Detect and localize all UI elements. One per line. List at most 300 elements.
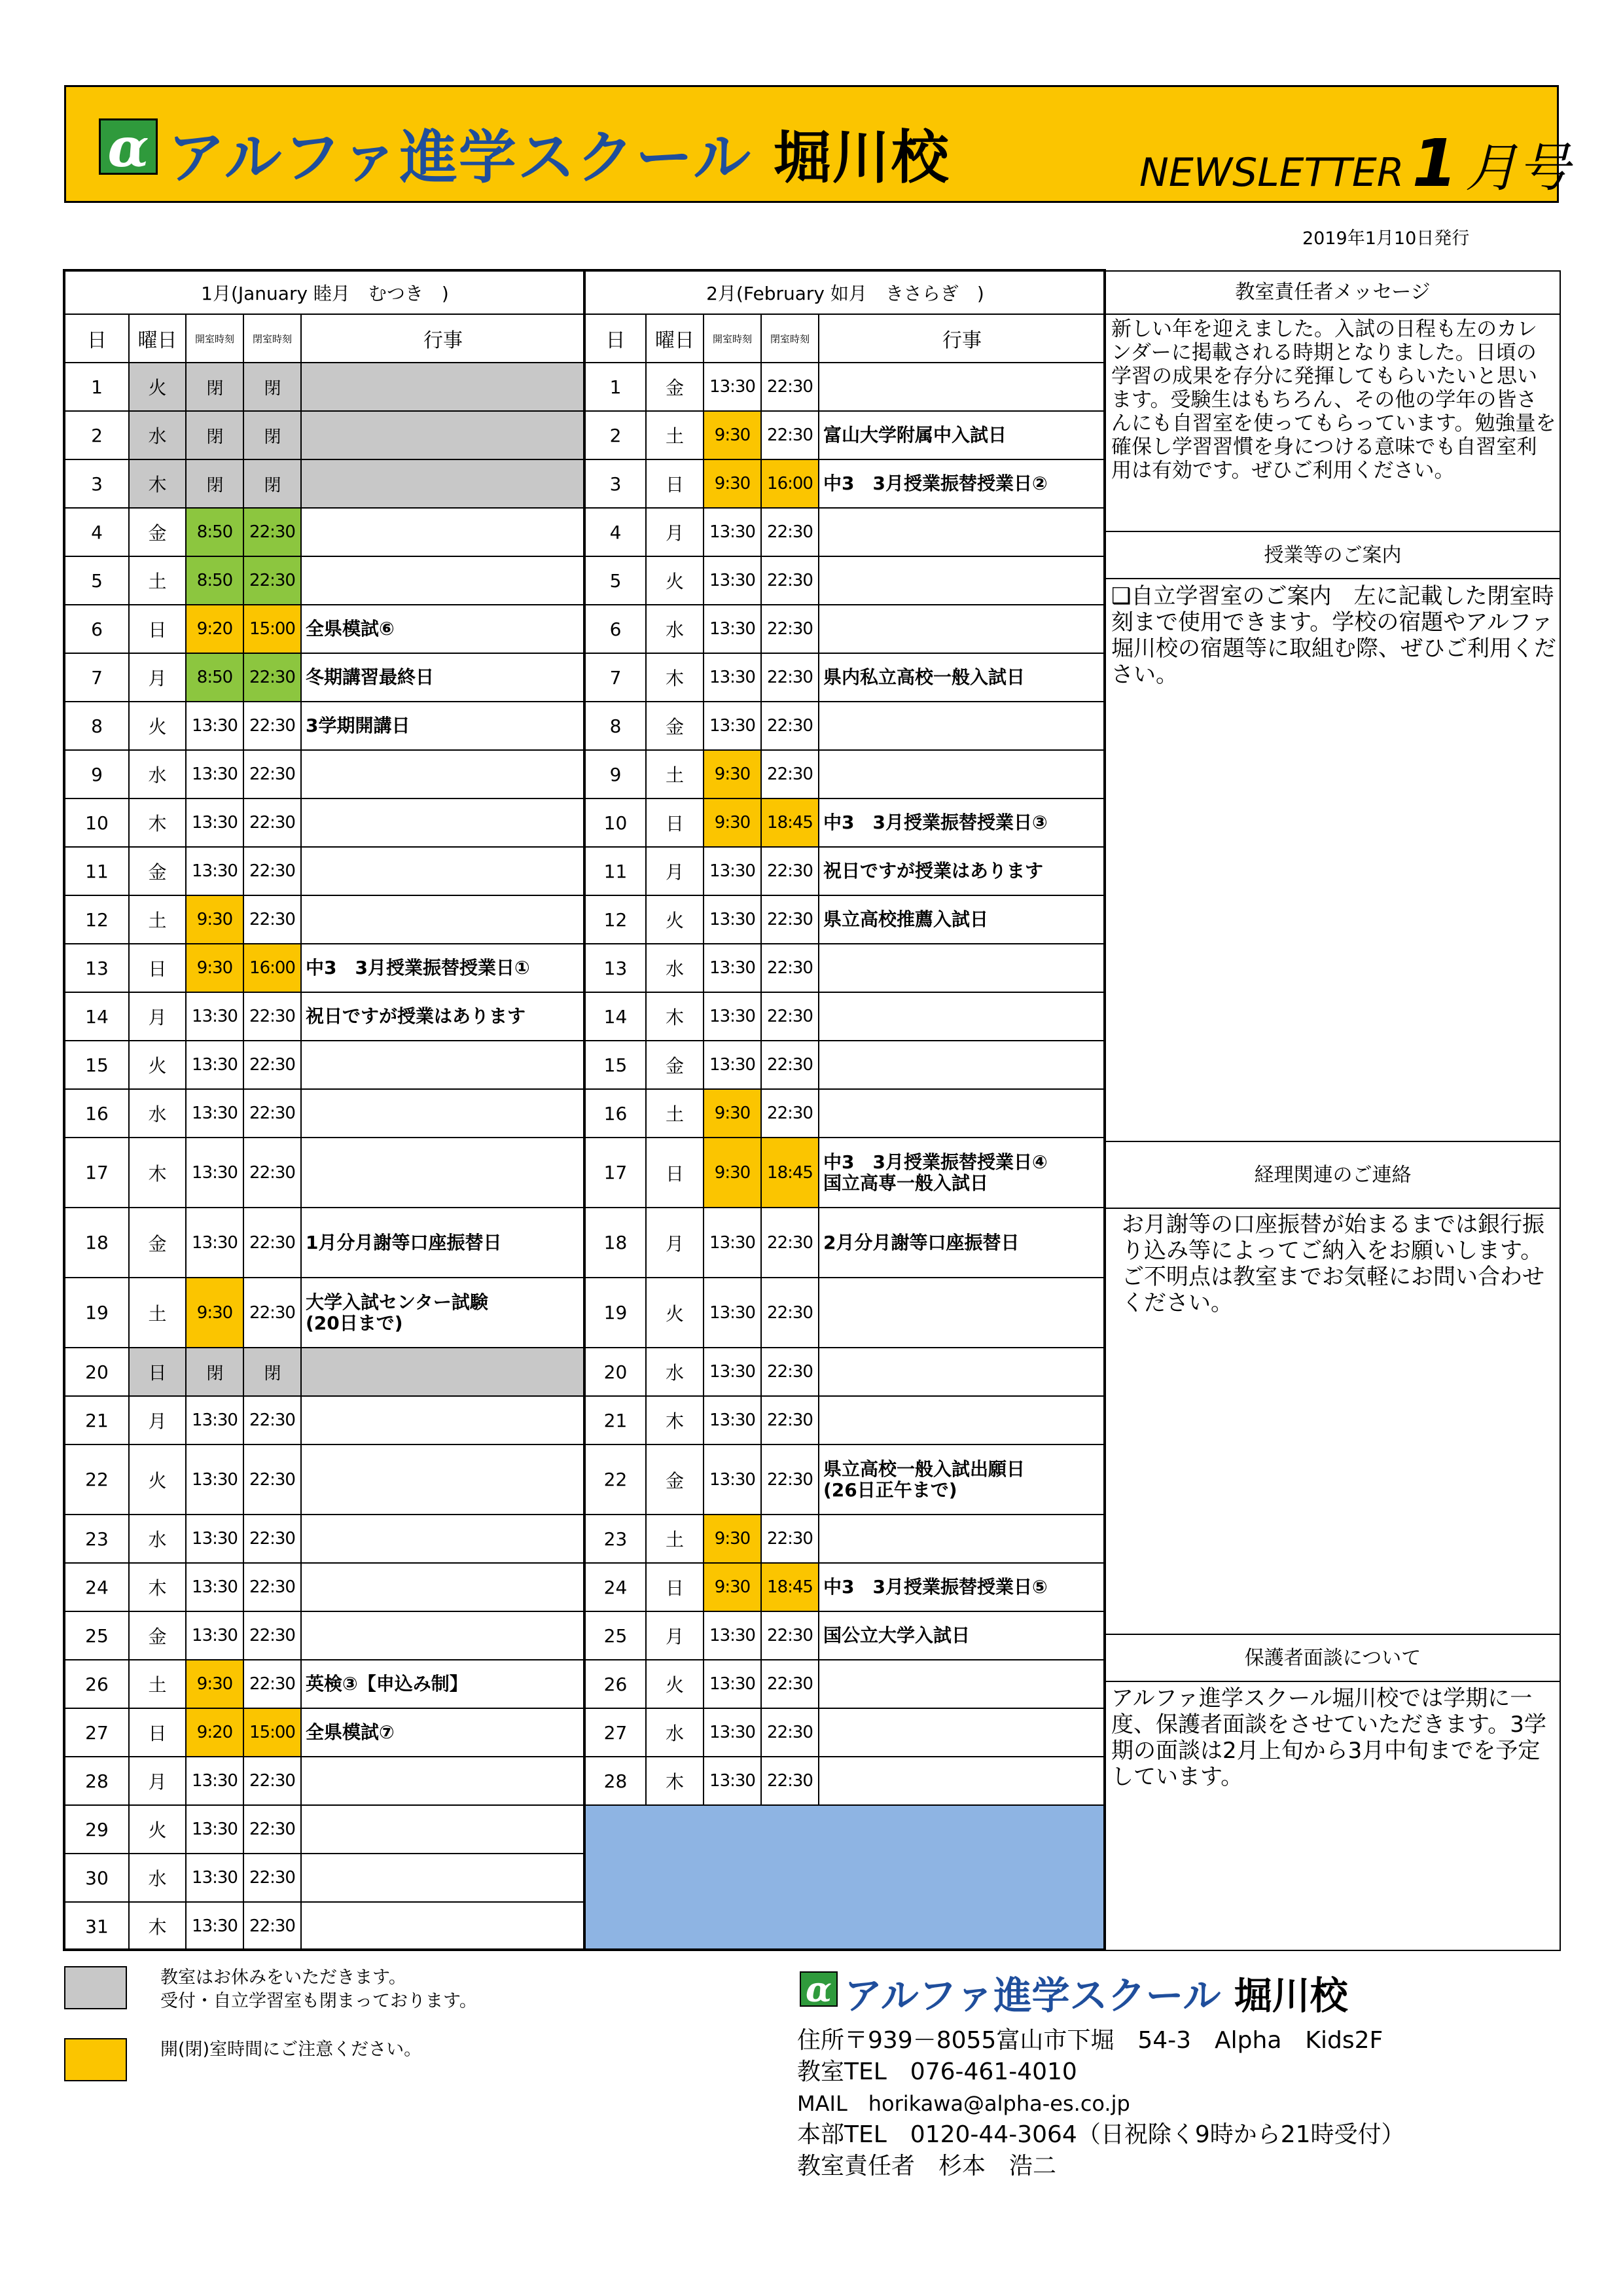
event-cell: 中3 3月授業振替授業日①	[301, 944, 585, 992]
finance-title: 経理関連のご連絡	[1106, 1141, 1560, 1209]
day-cell: 1	[585, 363, 646, 411]
table-row	[65, 895, 585, 944]
table-row	[585, 1089, 1105, 1138]
day-cell: 11	[65, 847, 129, 895]
weekday-cell: 木	[646, 1757, 704, 1805]
table-row	[585, 1611, 1105, 1660]
event-cell	[301, 556, 585, 605]
table-row	[65, 1444, 585, 1515]
weekday-cell: 日	[129, 944, 186, 992]
day-cell: 15	[585, 1041, 646, 1089]
close-time-cell: 15:00	[243, 1708, 301, 1757]
event-cell: 中3 3月授業振替授業日④ 国立高専一般入試日	[819, 1138, 1105, 1208]
open-time-cell: 9:30	[704, 1138, 761, 1208]
day-cell: 16	[65, 1089, 129, 1138]
open-time-cell: 13:30	[186, 1208, 243, 1278]
table-row	[585, 1348, 1105, 1396]
open-time-cell: 13:30	[704, 1757, 761, 1805]
weekday-cell: 水	[129, 411, 186, 459]
weekday-cell: 日	[646, 1138, 704, 1208]
day-cell: 19	[65, 1278, 129, 1348]
day-cell: 10	[65, 798, 129, 847]
close-time-cell: 22:30	[761, 363, 819, 411]
open-time-cell: 13:30	[186, 1611, 243, 1660]
table-row	[65, 1089, 585, 1138]
open-time-cell: 13:30	[704, 944, 761, 992]
unused-days-filler	[585, 1805, 1105, 1950]
footer-contact	[797, 2025, 1405, 2182]
day-cell: 6	[585, 605, 646, 653]
table-row	[65, 1278, 585, 1348]
day-cell: 23	[585, 1515, 646, 1563]
close-time-cell: 22:30	[761, 1041, 819, 1089]
day-cell: 17	[65, 1138, 129, 1208]
school-name: アルファ進学スクール 堀川校	[168, 124, 950, 191]
manager-message-title: 教室責任者メッセージ	[1106, 272, 1560, 315]
event-cell	[301, 1854, 585, 1902]
weekday-cell: 月	[646, 847, 704, 895]
day-cell: 13	[585, 944, 646, 992]
close-time-cell: 22:30	[243, 1278, 301, 1348]
table-row	[65, 1348, 585, 1396]
day-cell: 18	[585, 1208, 646, 1278]
open-time-cell: 13:30	[704, 1660, 761, 1708]
event-cell	[301, 459, 585, 508]
open-time-cell: 13:30	[704, 1611, 761, 1660]
legend-gray-swatch	[64, 1966, 127, 2009]
table-row	[585, 1138, 1105, 1208]
open-time-cell: 13:30	[704, 1396, 761, 1444]
footer-manager: 教室責任者 杉本 浩二	[797, 2153, 1057, 2179]
table-row	[65, 556, 585, 605]
close-time-cell: 22:30	[243, 1396, 301, 1444]
day-cell: 11	[585, 847, 646, 895]
day-cell: 29	[65, 1805, 129, 1854]
event-cell: 全県模試⑦	[301, 1708, 585, 1757]
open-time-cell: 13:30	[186, 1041, 243, 1089]
class-info-title: 授業等のご案内	[1106, 531, 1560, 579]
open-time-cell: 9:20	[186, 605, 243, 653]
weekday-cell: 木	[129, 1902, 186, 1950]
class-info-body: ❑自立学習室のご案内 左に記載した閉室時刻まで使用できます。学校の宿題やアルファ堀川校の宿題等に取組む際、ぜひご利用ください。	[1111, 583, 1556, 688]
event-cell: 1月分月謝等口座振替日	[301, 1208, 585, 1278]
close-time-cell: 22:30	[243, 1138, 301, 1208]
day-cell: 3	[65, 459, 129, 508]
open-time-cell: 13:30	[186, 1805, 243, 1854]
weekday-cell: 日	[646, 1563, 704, 1611]
event-cell	[301, 411, 585, 459]
table-row	[65, 411, 585, 459]
day-cell: 27	[65, 1708, 129, 1757]
open-time-cell: 9:30	[704, 1515, 761, 1563]
day-cell: 9	[585, 750, 646, 798]
close-time-cell: 22:30	[761, 944, 819, 992]
legend-orange-swatch	[64, 2038, 127, 2081]
event-cell	[301, 508, 585, 556]
open-time-cell: 13:30	[186, 1444, 243, 1515]
open-time-cell: 13:30	[186, 1854, 243, 1902]
open-time-cell: 9:30	[704, 750, 761, 798]
close-time-cell: 閉	[243, 459, 301, 508]
event-cell	[301, 1563, 585, 1611]
february-calendar	[584, 270, 1106, 1951]
day-cell: 23	[65, 1515, 129, 1563]
close-time-cell: 22:30	[761, 1515, 819, 1563]
open-time-cell: 閉	[186, 1348, 243, 1396]
table-row	[585, 1278, 1105, 1348]
close-time-cell: 閉	[243, 363, 301, 411]
event-cell	[819, 944, 1105, 992]
close-time-cell: 22:30	[761, 992, 819, 1041]
open-time-cell: 13:30	[704, 847, 761, 895]
table-row	[585, 363, 1105, 411]
close-time-cell: 16:00	[243, 944, 301, 992]
close-time-cell: 22:30	[761, 750, 819, 798]
weekday-cell: 木	[646, 1396, 704, 1444]
day-cell: 1	[65, 363, 129, 411]
table-row	[65, 992, 585, 1041]
open-time-cell: 13:30	[704, 556, 761, 605]
close-time-cell: 22:30	[243, 798, 301, 847]
open-time-cell: 13:30	[186, 1396, 243, 1444]
footer-address: 住所〒939－8055富山市下堀 54-3 Alpha Kids2F	[797, 2027, 1383, 2054]
day-cell: 12	[65, 895, 129, 944]
weekday-cell: 土	[646, 1515, 704, 1563]
event-cell	[301, 798, 585, 847]
table-row	[65, 653, 585, 702]
event-cell	[819, 508, 1105, 556]
day-cell: 20	[585, 1348, 646, 1396]
weekday-cell: 日	[129, 605, 186, 653]
parent-meeting-title: 保護者面談について	[1106, 1634, 1560, 1682]
january-weekday-header: 曜日	[129, 314, 186, 363]
february-day-header: 日	[585, 314, 646, 363]
day-cell: 2	[65, 411, 129, 459]
open-time-cell: 13:30	[186, 992, 243, 1041]
open-time-cell: 13:30	[186, 798, 243, 847]
day-cell: 3	[585, 459, 646, 508]
weekday-cell: 木	[129, 459, 186, 508]
footer-mail[interactable]: MAIL horikawa@alpha-es.co.jp	[797, 2091, 1130, 2116]
weekday-cell: 月	[129, 1396, 186, 1444]
event-cell	[301, 895, 585, 944]
table-row	[65, 1208, 585, 1278]
open-time-cell: 9:20	[186, 1708, 243, 1757]
day-cell: 27	[585, 1708, 646, 1757]
weekday-cell: 水	[646, 1708, 704, 1757]
weekday-cell: 火	[129, 1805, 186, 1854]
weekday-cell: 水	[646, 944, 704, 992]
open-time-cell: 13:30	[186, 1563, 243, 1611]
close-time-cell: 22:30	[243, 1444, 301, 1515]
weekday-cell: 月	[646, 508, 704, 556]
weekday-cell: 土	[646, 750, 704, 798]
event-cell: 2月分月謝等口座振替日	[819, 1208, 1105, 1278]
event-cell	[301, 1089, 585, 1138]
weekday-cell: 水	[129, 1854, 186, 1902]
event-cell	[301, 1444, 585, 1515]
close-time-cell: 18:45	[761, 1138, 819, 1208]
table-row	[585, 847, 1105, 895]
day-cell: 25	[65, 1611, 129, 1660]
event-cell: 大学入試センター試験 (20日まで)	[301, 1278, 585, 1348]
close-time-cell: 22:30	[761, 1660, 819, 1708]
close-time-cell: 22:30	[243, 1805, 301, 1854]
close-time-cell: 22:30	[761, 605, 819, 653]
table-row	[585, 556, 1105, 605]
close-time-cell: 22:30	[243, 556, 301, 605]
table-row	[65, 1854, 585, 1902]
close-time-cell: 22:30	[761, 1396, 819, 1444]
footer-hq-tel: 本部TEL 0120-44-3064（日祝除く9時から21時受付）	[797, 2121, 1405, 2148]
january-open-time-header: 開室時刻	[186, 314, 243, 363]
weekday-cell: 金	[129, 1611, 186, 1660]
open-time-cell: 9:30	[186, 944, 243, 992]
event-cell	[819, 605, 1105, 653]
event-cell: 中3 3月授業振替授業日③	[819, 798, 1105, 847]
day-cell: 22	[65, 1444, 129, 1515]
weekday-cell: 土	[646, 1089, 704, 1138]
open-time-cell: 13:30	[704, 1708, 761, 1757]
open-time-cell: 13:30	[186, 1902, 243, 1950]
weekday-cell: 木	[129, 1563, 186, 1611]
february-open-time-header: 開室時刻	[704, 314, 761, 363]
weekday-cell: 金	[646, 363, 704, 411]
weekday-cell: 月	[129, 1757, 186, 1805]
weekday-cell: 月	[129, 653, 186, 702]
weekday-cell: 金	[646, 1444, 704, 1515]
event-cell: 国公立大学入試日	[819, 1611, 1105, 1660]
table-row	[585, 1041, 1105, 1089]
open-time-cell: 9:30	[186, 1660, 243, 1708]
day-cell: 12	[585, 895, 646, 944]
weekday-cell: 火	[129, 1041, 186, 1089]
table-row	[65, 1396, 585, 1444]
close-time-cell: 22:30	[761, 653, 819, 702]
weekday-cell: 火	[646, 895, 704, 944]
open-time-cell: 9:30	[704, 798, 761, 847]
close-time-cell: 22:30	[761, 508, 819, 556]
open-time-cell: 13:30	[186, 1138, 243, 1208]
event-cell	[819, 1660, 1105, 1708]
finance-body: お月謝等の口座振替が始まるまでは銀行振り込み等によってご納入をお願いします。ご不明点は教室までお気軽にお問い合わせください。	[1122, 1211, 1544, 1316]
open-time-cell: 13:30	[704, 1278, 761, 1348]
event-cell: 県内私立高校一般入試日	[819, 653, 1105, 702]
weekday-cell: 日	[646, 798, 704, 847]
event-cell	[819, 1396, 1105, 1444]
table-row	[65, 1660, 585, 1708]
open-time-cell: 13:30	[186, 750, 243, 798]
event-cell: 祝日ですが授業はあります	[819, 847, 1105, 895]
open-time-cell: 13:30	[186, 1515, 243, 1563]
table-row	[65, 1708, 585, 1757]
weekday-cell: 水	[646, 605, 704, 653]
event-cell: 3学期開講日	[301, 702, 585, 750]
footer-tel: 教室TEL 076-461-4010	[797, 2058, 1077, 2085]
close-time-cell: 22:30	[761, 1757, 819, 1805]
close-time-cell: 閉	[243, 411, 301, 459]
table-row	[65, 459, 585, 508]
close-time-cell: 22:30	[761, 895, 819, 944]
close-time-cell: 22:30	[243, 1902, 301, 1950]
close-time-cell: 22:30	[761, 1708, 819, 1757]
close-time-cell: 22:30	[761, 1611, 819, 1660]
newsletter-title: NEWSLETTER 1 月号	[1139, 125, 1571, 202]
manager-message-body: 新しい年を迎えました。入試の日程も左のカレンダーに掲載される時期となりました。日頃の学習の成果を存分に発揮してもらいたいと思います。受験生はもちろん、その他の学年の皆さんにも自習室を使ってもらっています。勉強量を確保し学習習慣を身につける意味でも自習室利用は有効です。ぜひご利用ください。	[1111, 317, 1556, 482]
weekday-cell: 土	[129, 556, 186, 605]
table-row	[65, 1563, 585, 1611]
day-cell: 7	[65, 653, 129, 702]
day-cell: 20	[65, 1348, 129, 1396]
event-cell	[819, 992, 1105, 1041]
open-time-cell: 9:30	[704, 1563, 761, 1611]
day-cell: 28	[65, 1757, 129, 1805]
open-time-cell: 13:30	[704, 1041, 761, 1089]
day-cell: 28	[585, 1757, 646, 1805]
event-cell: 冬期講習最終日	[301, 653, 585, 702]
footer-school-name: アルファ進学スクール 堀川校	[844, 1973, 1348, 2018]
open-time-cell: 13:30	[704, 363, 761, 411]
weekday-cell: 木	[646, 992, 704, 1041]
issue-date: 2019年1月10日発行	[1302, 228, 1470, 249]
event-cell	[301, 1611, 585, 1660]
close-time-cell: 22:30	[243, 1854, 301, 1902]
close-time-cell: 16:00	[761, 459, 819, 508]
table-row	[585, 459, 1105, 508]
table-row	[65, 605, 585, 653]
weekday-cell: 金	[646, 1041, 704, 1089]
event-cell	[301, 1805, 585, 1854]
close-time-cell: 22:30	[761, 1348, 819, 1396]
event-cell	[301, 1515, 585, 1563]
open-time-cell: 閉	[186, 411, 243, 459]
weekday-cell: 土	[129, 1660, 186, 1708]
day-cell: 2	[585, 411, 646, 459]
open-time-cell: 13:30	[704, 1208, 761, 1278]
open-time-cell: 13:30	[186, 702, 243, 750]
day-cell: 6	[65, 605, 129, 653]
event-cell: 県立高校一般入試出願日 (26日正午まで)	[819, 1444, 1105, 1515]
table-row	[585, 653, 1105, 702]
table-row	[585, 944, 1105, 992]
january-calendar	[64, 270, 586, 1951]
event-cell: 英検③【申込み制】	[301, 1660, 585, 1708]
event-cell	[819, 1278, 1105, 1348]
day-cell: 8	[585, 702, 646, 750]
table-row	[585, 1660, 1105, 1708]
close-time-cell: 22:30	[243, 750, 301, 798]
event-cell	[301, 1348, 585, 1396]
close-time-cell: 22:30	[243, 1515, 301, 1563]
close-time-cell: 22:30	[243, 1563, 301, 1611]
table-row	[585, 798, 1105, 847]
close-time-cell: 22:30	[761, 411, 819, 459]
day-cell: 14	[65, 992, 129, 1041]
table-row	[65, 847, 585, 895]
event-cell	[301, 1902, 585, 1950]
open-time-cell: 9:30	[186, 1278, 243, 1348]
open-time-cell: 8:50	[186, 556, 243, 605]
weekday-cell: 金	[129, 508, 186, 556]
weekday-cell: 火	[646, 556, 704, 605]
weekday-cell: 土	[129, 1278, 186, 1348]
day-cell: 25	[585, 1611, 646, 1660]
day-cell: 7	[585, 653, 646, 702]
event-cell	[301, 1041, 585, 1089]
event-cell: 中3 3月授業振替授業日②	[819, 459, 1105, 508]
weekday-cell: 火	[646, 1278, 704, 1348]
event-cell	[819, 1515, 1105, 1563]
close-time-cell: 22:30	[243, 653, 301, 702]
table-row	[65, 1041, 585, 1089]
weekday-cell: 月	[129, 992, 186, 1041]
weekday-cell: 土	[129, 895, 186, 944]
february-event-header: 行事	[819, 314, 1105, 363]
weekday-cell: 金	[129, 1208, 186, 1278]
weekday-cell: 月	[646, 1611, 704, 1660]
table-row	[65, 798, 585, 847]
open-time-cell: 13:30	[704, 1444, 761, 1515]
close-time-cell: 22:30	[761, 702, 819, 750]
day-cell: 21	[65, 1396, 129, 1444]
weekday-cell: 木	[129, 798, 186, 847]
day-cell: 19	[585, 1278, 646, 1348]
table-row	[585, 1708, 1105, 1757]
open-time-cell: 閉	[186, 363, 243, 411]
open-time-cell: 9:30	[186, 895, 243, 944]
day-cell: 26	[65, 1660, 129, 1708]
weekday-cell: 火	[129, 1444, 186, 1515]
table-row	[65, 1138, 585, 1208]
day-cell: 17	[585, 1138, 646, 1208]
event-cell	[819, 556, 1105, 605]
open-time-cell: 13:30	[704, 895, 761, 944]
event-cell: 全県模試⑥	[301, 605, 585, 653]
day-cell: 30	[65, 1854, 129, 1902]
table-row	[65, 508, 585, 556]
day-cell: 8	[65, 702, 129, 750]
day-cell: 31	[65, 1902, 129, 1950]
weekday-cell: 水	[129, 1515, 186, 1563]
open-time-cell: 13:30	[704, 653, 761, 702]
event-cell	[819, 702, 1105, 750]
table-row	[585, 1208, 1105, 1278]
close-time-cell: 閉	[243, 1348, 301, 1396]
table-row	[65, 944, 585, 992]
close-time-cell: 15:00	[243, 605, 301, 653]
event-cell	[819, 1041, 1105, 1089]
event-cell: 中3 3月授業振替授業日⑤	[819, 1563, 1105, 1611]
parent-meeting-body: アルファ進学スクール堀川校では学期に一度、保護者面談をさせていただきます。3学期の面談は2月上旬から3月中旬までを予定しています。	[1111, 1685, 1546, 1790]
close-time-cell: 22:30	[243, 895, 301, 944]
event-cell	[819, 1089, 1105, 1138]
weekday-cell: 水	[129, 750, 186, 798]
day-cell: 24	[585, 1563, 646, 1611]
close-time-cell: 22:30	[761, 1089, 819, 1138]
table-row	[585, 895, 1105, 944]
open-time-cell: 13:30	[704, 702, 761, 750]
weekday-cell: 月	[646, 1208, 704, 1278]
message-column	[1105, 270, 1561, 1951]
close-time-cell: 22:30	[243, 1660, 301, 1708]
table-row	[585, 411, 1105, 459]
open-time-cell: 9:30	[704, 1089, 761, 1138]
january-close-time-header: 閉室時刻	[243, 314, 301, 363]
day-cell: 22	[585, 1444, 646, 1515]
day-cell: 21	[585, 1396, 646, 1444]
table-row	[585, 1396, 1105, 1444]
legend-gray-text: 教室はお休みをいただきます。 受付・自立学習室も閉まっております。	[160, 1967, 477, 2011]
